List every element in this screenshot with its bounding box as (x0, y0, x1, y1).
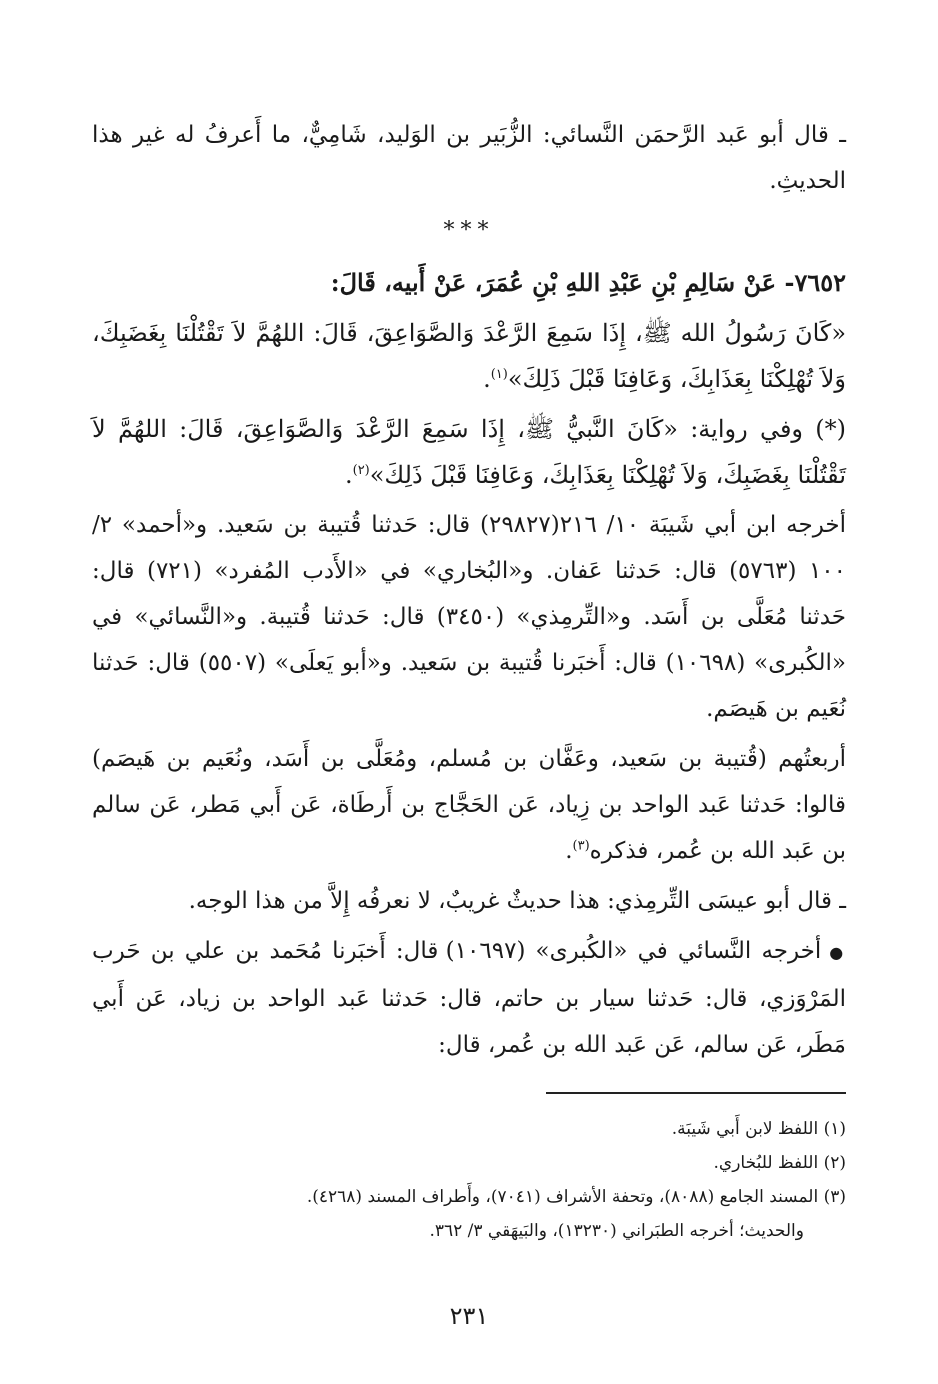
nasai-takhrij: ● أخرجه النَّسائي في «الكُبرى» (١٠٦٩٧) قال: أَخبَرنا مُحَمد بن علي بن حَرب المَرْوَزي، قال: حَدثنا سيار بن حاتم، قال: حَدثنا عَبد الواحد بن زياد، عَن أَبي مَطَر، عَن سالم، عَن عَبد الله بن عُمر، قال: (92, 928, 846, 1068)
footnote-divider (546, 1092, 846, 1094)
alternate-narration: (*) وفي رواية: «كَانَ النَّبيُّ ﷺ، إِذَا سَمِعَ الرَّعْدَ وَالصَّوَاعِقَ، قَالَ: اللهُمَّ لاَ تَقْتُلْنَا بِغَضَبِكَ، وَلاَ تُهْلِكْنَا بِعَذَابِكَ، وَعَافِنَا قَبْلَ ذَلِكَ»$^{(٢)}$. (92, 415, 846, 489)
footnote-ref-2: (٢) (352, 463, 370, 478)
hadith-text: «كَانَ رَسُولُ الله ﷺ، إِذَا سَمِعَ الرَّعْدَ وَالصَّوَاعِقَ، قَالَ: اللهُمَّ لاَ تَقْتُلْنَا بِغَضَبِكَ، وَلاَ تُهْلِكْنَا بِعَذَابِكَ، وَعَافِنَا قَبْلَ ذَلِكَ»$^{(١)}$. (92, 319, 846, 393)
section-separator: *** (443, 218, 495, 243)
footnote-1: (١) اللفظ لابن أَبي شَيبَة. (671, 1119, 846, 1139)
takhrij-paragraph: أخرجه ابن أبي شَيبَة ١٠/ ٢١٦(٢٩٨٢٧) قال: حَدثنا قُتيبة بن سَعيد. و«أحمد» ٢/ ١٠٠ (٥٧٦٣) قال: حَدثنا عَفان. و«البُخاري» في «الأَدب المُفرد» (٧٢١) قال: حَدثنا مُعَلَّى بن أَسَد. و«التِّرمِذي» (٣٤٥٠) قال: حَدثنا قُتيبة. و«النَّسائي» في «الكُبرى» (١٠٦٩٨) قال: أَخبَرنا قُتيبة بن سَعيد. و«أبو يَعلَى» (٥٥٠٧) قال: حَدثنا نُعَيم بن هَيصَم. (92, 512, 846, 722)
hadith-heading: ٧٦٥٢- عَنْ سَالِمِ بْنِ عَبْدِ اللهِ بْنِ عُمَرَ، عَنْ أَبيه، قَالَ: (330, 268, 846, 297)
footnote-ref-3: (٣) (572, 838, 590, 854)
footnote-2: (٢) اللفظ للبُخاري. (713, 1153, 846, 1173)
tirmidhi-comment: ـ قال أبو عيسَى التِّرمِذي: هذا حديثٌ غريبٌ، لا نعرفُه إِلاَّ من هذا الوجه. (188, 888, 846, 914)
footnote-ref-1: (١) (490, 367, 508, 382)
chain-paragraph: أربعتُهم (قُتيبة بن سَعيد، وعَفَّان بن مُسلم، ومُعَلَّى بن أَسَد، ونُعَيم بن هَيصَم) قالوا: حَدثنا عَبد الواحد بن زِياد، عَن الحَجَّاج بن أَرطَاة، عَن أَبي مَطر، عَن سالم بن عَبد الله بن عُمر، فذكره$^{(٣)}$. (92, 746, 846, 864)
hadith-matn: «كَانَ رَسُولُ الله ﷺ، إِذَا سَمِعَ الرَّعْدَ وَالصَّوَاعِقَ، قَالَ: اللهُمَّ لاَ تَقْتُلْنَا بِغَضَبِكَ، وَلاَ تُهْلِكْنَا بِعَذَابِكَ، وَعَافِنَا قَبْلَ ذَلِكَ» (92, 319, 846, 393)
alternate-narration-text: (*) وفي رواية: «كَانَ النَّبيُّ ﷺ، إِذَا سَمِعَ الرَّعْدَ وَالصَّوَاعِقَ، قَالَ: اللهُمَّ لاَ تَقْتُلْنَا بِغَضَبِكَ، وَلاَ تُهْلِكْنَا بِعَذَابِكَ، وَعَافِنَا قَبْلَ ذَلِكَ» (92, 415, 846, 489)
chain-text: أربعتُهم (قُتيبة بن سَعيد، وعَفَّان بن مُسلم، ومُعَلَّى بن أَسَد، ونُعَيم بن هَيصَم) قالوا: حَدثنا عَبد الواحد بن زِياد، عَن الحَجَّاج بن أَرطَاة، عَن أَبي مَطر، عَن سالم بن عَبد الله بن عُمر، فذكره (92, 746, 846, 864)
footnote-3: (٣) المسند الجامع (٨٠٨٨)، وتحفة الأشراف (٧٠٤١)، وأَطراف المسند (٤٢٦٨). (306, 1187, 846, 1207)
footnote-3-continuation: والحديث؛ أخرجه الطبَراني (١٣٢٣٠)، والبَيهَقي ٣/ ٣٦٢. (429, 1221, 804, 1241)
page-number: ٢٣١ (449, 1302, 489, 1330)
nasai-comment: ـ قال أبو عَبد الرَّحمَن النَّسائي: الزُّبَير بن الوَليد، شَامِيٌّ، ما أَعرفُ له غير هذا الحديثِ. (92, 122, 846, 194)
footnotes (92, 1112, 846, 1248)
main-text (92, 112, 846, 1072)
